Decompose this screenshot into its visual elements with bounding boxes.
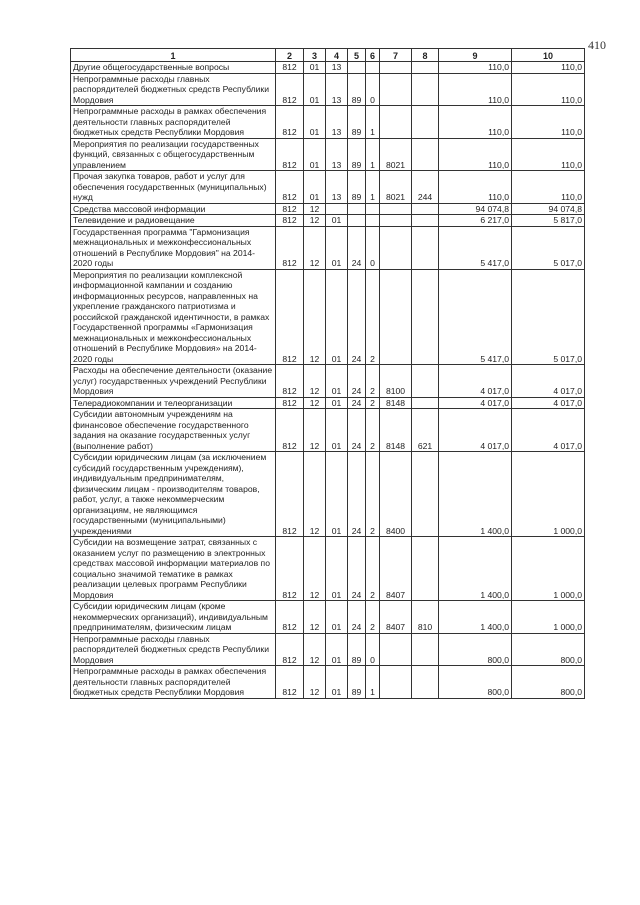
code-ministry: 812 bbox=[276, 73, 304, 106]
column-header: 1 bbox=[71, 49, 276, 62]
amount-year-1: 110,0 bbox=[439, 62, 512, 74]
code-target-article bbox=[380, 226, 412, 269]
table-row bbox=[71, 269, 585, 365]
amount-year-2: 110,0 bbox=[512, 138, 585, 171]
code-ministry: 812 bbox=[276, 269, 304, 365]
amount-year-1: 5 417,0 bbox=[439, 269, 512, 365]
code-subprogram: 2 bbox=[366, 537, 380, 601]
code-target-article bbox=[380, 666, 412, 699]
table-body bbox=[71, 62, 585, 699]
code-ministry: 812 bbox=[276, 397, 304, 409]
row-description: Телерадиокомпании и телеорганизации bbox=[71, 397, 276, 409]
code-target-article bbox=[380, 203, 412, 215]
code-subsection: 01 bbox=[326, 452, 348, 537]
code-program bbox=[348, 62, 366, 74]
code-subsection: 01 bbox=[326, 633, 348, 666]
amount-year-2: 5 017,0 bbox=[512, 269, 585, 365]
row-description: Непрограммные расходы в рамках обеспечения деятельности главных распорядителей бюджетных средств Республики Мордовия bbox=[71, 666, 276, 699]
code-program: 24 bbox=[348, 365, 366, 398]
row-description: Телевидение и радиовещание bbox=[71, 215, 276, 227]
code-program: 89 bbox=[348, 666, 366, 699]
table-row bbox=[71, 397, 585, 409]
code-target-article bbox=[380, 633, 412, 666]
code-section: 01 bbox=[304, 138, 326, 171]
code-subsection: 01 bbox=[326, 666, 348, 699]
code-subsection: 01 bbox=[326, 215, 348, 227]
code-target-article: 8407 bbox=[380, 537, 412, 601]
code-target-article: 8407 bbox=[380, 601, 412, 634]
amount-year-1: 4 017,0 bbox=[439, 397, 512, 409]
code-section: 12 bbox=[304, 409, 326, 452]
code-target-article: 8100 bbox=[380, 365, 412, 398]
row-description: Средства массовой информации bbox=[71, 203, 276, 215]
code-expense-type: 621 bbox=[412, 409, 439, 452]
code-expense-type bbox=[412, 397, 439, 409]
code-expense-type bbox=[412, 666, 439, 699]
code-subsection: 01 bbox=[326, 269, 348, 365]
code-section: 12 bbox=[304, 452, 326, 537]
code-section: 12 bbox=[304, 633, 326, 666]
code-subprogram: 1 bbox=[366, 171, 380, 204]
code-section: 12 bbox=[304, 601, 326, 634]
code-subprogram: 0 bbox=[366, 633, 380, 666]
amount-year-1: 800,0 bbox=[439, 633, 512, 666]
table-header-row bbox=[71, 49, 585, 62]
code-program: 24 bbox=[348, 269, 366, 365]
code-ministry: 812 bbox=[276, 171, 304, 204]
amount-year-2: 800,0 bbox=[512, 633, 585, 666]
code-program: 89 bbox=[348, 73, 366, 106]
code-section: 12 bbox=[304, 365, 326, 398]
code-subprogram: 2 bbox=[366, 397, 380, 409]
code-subsection: 01 bbox=[326, 409, 348, 452]
table-row bbox=[71, 226, 585, 269]
code-subprogram: 2 bbox=[366, 365, 380, 398]
amount-year-2: 4 017,0 bbox=[512, 409, 585, 452]
code-subsection: 01 bbox=[326, 601, 348, 634]
amount-year-1: 110,0 bbox=[439, 73, 512, 106]
code-expense-type bbox=[412, 106, 439, 139]
code-subsection: 13 bbox=[326, 171, 348, 204]
amount-year-1: 4 017,0 bbox=[439, 365, 512, 398]
code-expense-type bbox=[412, 226, 439, 269]
code-program bbox=[348, 215, 366, 227]
code-expense-type bbox=[412, 269, 439, 365]
amount-year-2: 800,0 bbox=[512, 666, 585, 699]
row-description: Государственная программа "Гармонизация межнациональных и межконфессиональных отношений в Республике Мордовия" на 2014-2020 годы bbox=[71, 226, 276, 269]
code-program: 89 bbox=[348, 171, 366, 204]
code-subsection: 01 bbox=[326, 365, 348, 398]
code-program bbox=[348, 203, 366, 215]
amount-year-2: 110,0 bbox=[512, 73, 585, 106]
code-subsection: 13 bbox=[326, 106, 348, 139]
code-ministry: 812 bbox=[276, 666, 304, 699]
code-target-article bbox=[380, 269, 412, 365]
code-expense-type bbox=[412, 73, 439, 106]
table-row bbox=[71, 537, 585, 601]
code-program: 24 bbox=[348, 537, 366, 601]
code-expense-type: 244 bbox=[412, 171, 439, 204]
code-section: 12 bbox=[304, 226, 326, 269]
code-section: 12 bbox=[304, 397, 326, 409]
code-section: 12 bbox=[304, 537, 326, 601]
row-description: Непрограммные расходы в рамках обеспечения деятельности главных распорядителей бюджетных средств Республики Мордовия bbox=[71, 106, 276, 139]
code-program: 24 bbox=[348, 452, 366, 537]
amount-year-2: 110,0 bbox=[512, 106, 585, 139]
column-header: 9 bbox=[439, 49, 512, 62]
table-row bbox=[71, 215, 585, 227]
code-subsection: 13 bbox=[326, 73, 348, 106]
amount-year-1: 110,0 bbox=[439, 171, 512, 204]
code-program: 24 bbox=[348, 601, 366, 634]
code-program: 24 bbox=[348, 397, 366, 409]
code-expense-type bbox=[412, 633, 439, 666]
code-subprogram bbox=[366, 62, 380, 74]
row-description: Субсидии автономным учреждениям на финансовое обеспечение государственного задания на оказание государственных услуг (выполнение работ) bbox=[71, 409, 276, 452]
code-program: 89 bbox=[348, 106, 366, 139]
amount-year-1: 800,0 bbox=[439, 666, 512, 699]
column-header: 3 bbox=[304, 49, 326, 62]
amount-year-1: 1 400,0 bbox=[439, 537, 512, 601]
row-description: Другие общегосударственные вопросы bbox=[71, 62, 276, 74]
code-target-article: 8148 bbox=[380, 409, 412, 452]
code-section: 01 bbox=[304, 62, 326, 74]
code-subprogram: 2 bbox=[366, 452, 380, 537]
amount-year-2: 5 817,0 bbox=[512, 215, 585, 227]
code-subsection: 13 bbox=[326, 62, 348, 74]
code-section: 12 bbox=[304, 215, 326, 227]
code-expense-type bbox=[412, 452, 439, 537]
code-section: 12 bbox=[304, 666, 326, 699]
amount-year-2: 5 017,0 bbox=[512, 226, 585, 269]
code-ministry: 812 bbox=[276, 106, 304, 139]
code-target-article: 8148 bbox=[380, 397, 412, 409]
amount-year-2: 110,0 bbox=[512, 62, 585, 74]
table-row bbox=[71, 365, 585, 398]
row-description: Мероприятия по реализации комплексной информационной кампании и созданию информационных ресурсов, направленных на укрепление гражданского патриотизма и российской гражданской идентичности, в рамках Государственной программы «Гармонизация межнациональных и межконфессиональных отношений в Республике Мордовия» на 2014-2020 годы bbox=[71, 269, 276, 365]
column-header: 6 bbox=[366, 49, 380, 62]
table-row bbox=[71, 666, 585, 699]
amount-year-1: 1 400,0 bbox=[439, 452, 512, 537]
column-header: 8 bbox=[412, 49, 439, 62]
table-row bbox=[71, 633, 585, 666]
amount-year-2: 94 074,8 bbox=[512, 203, 585, 215]
code-expense-type bbox=[412, 537, 439, 601]
code-target-article: 8021 bbox=[380, 138, 412, 171]
code-section: 01 bbox=[304, 73, 326, 106]
code-subprogram: 2 bbox=[366, 269, 380, 365]
code-section: 12 bbox=[304, 203, 326, 215]
row-description: Непрограммные расходы главных распорядителей бюджетных средств Республики Мордовия bbox=[71, 73, 276, 106]
table-row bbox=[71, 171, 585, 204]
code-ministry: 812 bbox=[276, 226, 304, 269]
amount-year-2: 4 017,0 bbox=[512, 365, 585, 398]
code-subprogram: 1 bbox=[366, 666, 380, 699]
table-row bbox=[71, 73, 585, 106]
code-expense-type: 810 bbox=[412, 601, 439, 634]
amount-year-1: 110,0 bbox=[439, 106, 512, 139]
code-target-article bbox=[380, 62, 412, 74]
table-row bbox=[71, 106, 585, 139]
code-subprogram: 2 bbox=[366, 601, 380, 634]
code-expense-type bbox=[412, 138, 439, 171]
code-ministry: 812 bbox=[276, 203, 304, 215]
amount-year-1: 6 217,0 bbox=[439, 215, 512, 227]
code-ministry: 812 bbox=[276, 409, 304, 452]
row-description: Мероприятия по реализации государственных функций, связанных с общегосударственным управлением bbox=[71, 138, 276, 171]
table-row bbox=[71, 203, 585, 215]
row-description: Субсидии на возмещение затрат, связанных с оказанием услуг по размещению в электронных средствах массовой информации материалов по социально значимой тематике в рамках реализации целевых программ Республики Мордовия bbox=[71, 537, 276, 601]
code-target-article bbox=[380, 73, 412, 106]
code-target-article bbox=[380, 215, 412, 227]
code-section: 01 bbox=[304, 171, 326, 204]
code-program: 89 bbox=[348, 633, 366, 666]
code-subprogram: 1 bbox=[366, 138, 380, 171]
table-row bbox=[71, 62, 585, 74]
code-program: 89 bbox=[348, 138, 366, 171]
table-row bbox=[71, 452, 585, 537]
code-ministry: 812 bbox=[276, 601, 304, 634]
budget-table bbox=[70, 48, 585, 699]
code-section: 01 bbox=[304, 106, 326, 139]
row-description: Субсидии юридическим лицам (за исключением субсидий государственным учреждениям), индивидуальным предпринимателям, физическим лицам - производителям товаров, работ, услуг, а также некоммерческим организациям, не являющимся государственными (муниципальными) учреждениями bbox=[71, 452, 276, 537]
amount-year-2: 4 017,0 bbox=[512, 397, 585, 409]
code-subsection: 13 bbox=[326, 138, 348, 171]
amount-year-2: 110,0 bbox=[512, 171, 585, 204]
code-expense-type bbox=[412, 365, 439, 398]
code-subprogram: 0 bbox=[366, 226, 380, 269]
column-header: 5 bbox=[348, 49, 366, 62]
amount-year-1: 94 074,8 bbox=[439, 203, 512, 215]
code-target-article: 8021 bbox=[380, 171, 412, 204]
column-header: 2 bbox=[276, 49, 304, 62]
row-description: Расходы на обеспечение деятельности (оказание услуг) государственных учреждений Республики Мордовия bbox=[71, 365, 276, 398]
code-expense-type bbox=[412, 203, 439, 215]
code-subprogram: 2 bbox=[366, 409, 380, 452]
code-subsection bbox=[326, 203, 348, 215]
code-program: 24 bbox=[348, 409, 366, 452]
column-header: 7 bbox=[380, 49, 412, 62]
code-section: 12 bbox=[304, 269, 326, 365]
code-ministry: 812 bbox=[276, 537, 304, 601]
code-ministry: 812 bbox=[276, 452, 304, 537]
amount-year-1: 1 400,0 bbox=[439, 601, 512, 634]
amount-year-1: 5 417,0 bbox=[439, 226, 512, 269]
code-program: 24 bbox=[348, 226, 366, 269]
code-expense-type bbox=[412, 62, 439, 74]
table-row bbox=[71, 409, 585, 452]
code-subsection: 01 bbox=[326, 537, 348, 601]
code-ministry: 812 bbox=[276, 62, 304, 74]
amount-year-1: 110,0 bbox=[439, 138, 512, 171]
code-subsection: 01 bbox=[326, 226, 348, 269]
row-description: Прочая закупка товаров, работ и услуг для обеспечения государственных (муниципальных) нужд bbox=[71, 171, 276, 204]
code-subprogram bbox=[366, 215, 380, 227]
code-expense-type bbox=[412, 215, 439, 227]
code-ministry: 812 bbox=[276, 138, 304, 171]
page-number: 410 bbox=[588, 38, 606, 52]
code-subsection: 01 bbox=[326, 397, 348, 409]
table-row bbox=[71, 601, 585, 634]
amount-year-2: 1 000,0 bbox=[512, 452, 585, 537]
code-ministry: 812 bbox=[276, 215, 304, 227]
row-description: Субсидии юридическим лицам (кроме некоммерческих организаций), индивидуальным предпринимателям, физическим лицам bbox=[71, 601, 276, 634]
code-subprogram bbox=[366, 203, 380, 215]
amount-year-2: 1 000,0 bbox=[512, 537, 585, 601]
table-row bbox=[71, 138, 585, 171]
code-ministry: 812 bbox=[276, 365, 304, 398]
code-subprogram: 1 bbox=[366, 106, 380, 139]
row-description: Непрограммные расходы главных распорядителей бюджетных средств Республики Мордовия bbox=[71, 633, 276, 666]
column-header: 4 bbox=[326, 49, 348, 62]
amount-year-1: 4 017,0 bbox=[439, 409, 512, 452]
code-target-article bbox=[380, 106, 412, 139]
code-target-article: 8400 bbox=[380, 452, 412, 537]
code-ministry: 812 bbox=[276, 633, 304, 666]
code-subprogram: 0 bbox=[366, 73, 380, 106]
amount-year-2: 1 000,0 bbox=[512, 601, 585, 634]
column-header: 10 bbox=[512, 49, 585, 62]
